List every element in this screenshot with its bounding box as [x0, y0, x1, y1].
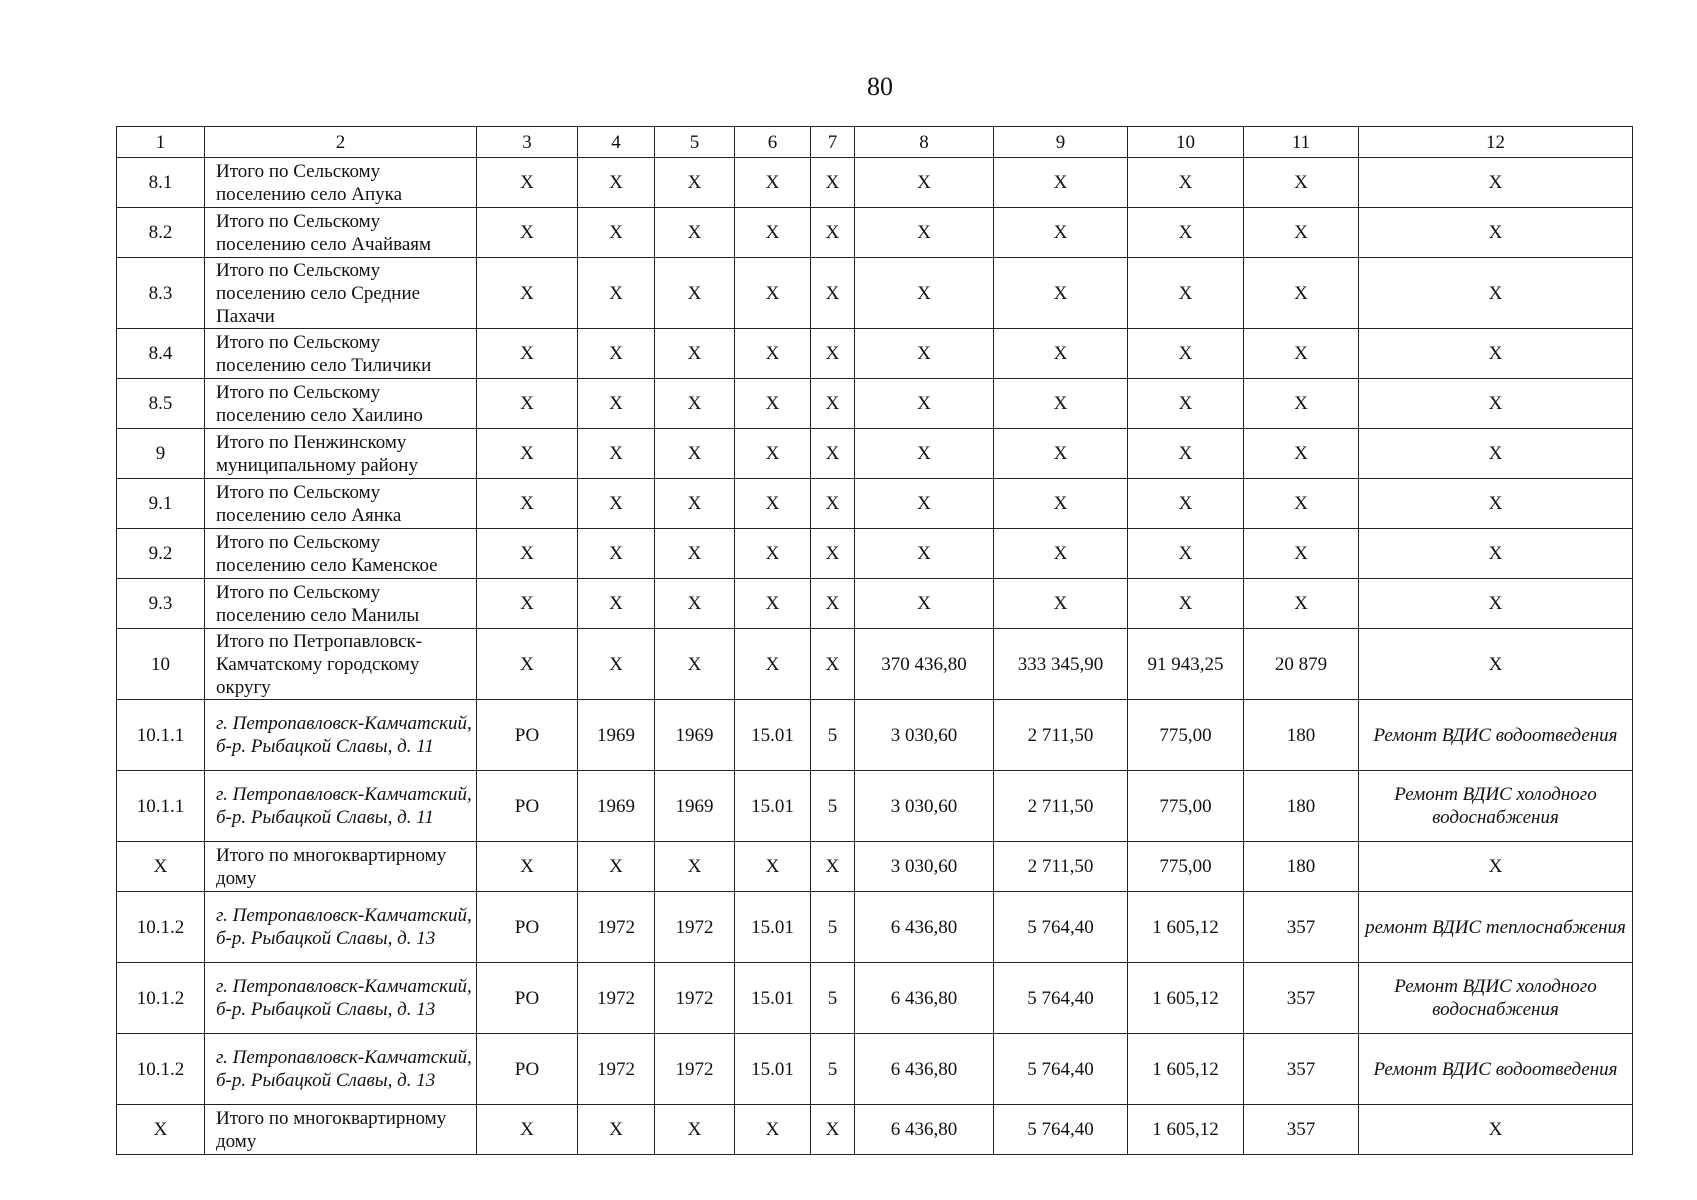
table-cell: X: [655, 1105, 735, 1155]
header-row: [117, 127, 1633, 158]
table-cell: X: [477, 479, 578, 529]
table-cell: X: [994, 258, 1128, 329]
table-cell: X: [1359, 379, 1633, 429]
table-cell: X: [655, 479, 735, 529]
data-table: [116, 126, 1633, 1155]
table-cell: X: [1359, 429, 1633, 479]
table-cell: X: [1359, 158, 1633, 208]
row-number-cell: 10: [117, 629, 205, 700]
table-cell: 1 605,12: [1128, 1034, 1244, 1105]
table-cell: РО: [477, 1034, 578, 1105]
table-row: [117, 429, 1633, 479]
table-cell: X: [1359, 258, 1633, 329]
column-header: 12: [1359, 127, 1633, 158]
table-cell: X: [477, 842, 578, 892]
table-cell: X: [578, 429, 655, 479]
table-cell: X: [735, 258, 811, 329]
row-name-cell: Итого по многоквартирному дому: [205, 1105, 477, 1155]
table-row: [117, 258, 1633, 329]
table-cell: X: [655, 529, 735, 579]
table-cell: X: [994, 479, 1128, 529]
row-name-cell: г. Петропавловск-Камчатский, б-р. Рыбацкой Славы, д. 13: [205, 963, 477, 1034]
table-cell: X: [1244, 158, 1359, 208]
table-cell: X: [578, 329, 655, 379]
table-cell: 15.01: [735, 1034, 811, 1105]
table-cell: X: [578, 379, 655, 429]
table-cell: X: [855, 379, 994, 429]
table-cell: X: [855, 208, 994, 258]
table-cell: X: [655, 379, 735, 429]
table-cell: X: [1244, 329, 1359, 379]
table-cell: X: [994, 329, 1128, 379]
table-cell: 1 605,12: [1128, 1105, 1244, 1155]
table-cell: 333 345,90: [994, 629, 1128, 700]
table-cell: 1972: [578, 892, 655, 963]
row-name-cell: Итого по Петропавловск-Камчатскому городскому округу: [205, 629, 477, 700]
table-cell: 370 436,80: [855, 629, 994, 700]
table-cell: 5: [811, 963, 855, 1034]
table-cell: 1972: [655, 892, 735, 963]
table-row: [117, 892, 1633, 963]
table-cell: X: [1128, 158, 1244, 208]
column-header: 10: [1128, 127, 1244, 158]
table-cell: X: [1244, 529, 1359, 579]
table-cell: X: [811, 842, 855, 892]
table-cell: X: [477, 379, 578, 429]
table-cell: 6 436,80: [855, 892, 994, 963]
table-cell: 5: [811, 771, 855, 842]
row-number-cell: X: [117, 842, 205, 892]
table-row: [117, 208, 1633, 258]
table-cell: X: [578, 208, 655, 258]
table-cell: 1969: [655, 771, 735, 842]
table-cell: X: [655, 329, 735, 379]
table-cell: X: [735, 629, 811, 700]
table-cell: Ремонт ВДИС холодного водоснабжения: [1359, 771, 1633, 842]
table-cell: X: [811, 329, 855, 379]
table-cell: 5 764,40: [994, 963, 1128, 1034]
table-row: [117, 771, 1633, 842]
table-row: [117, 700, 1633, 771]
table-row: [117, 1105, 1633, 1155]
table-cell: 6 436,80: [855, 963, 994, 1034]
table-cell: X: [735, 329, 811, 379]
table-cell: 2 711,50: [994, 771, 1128, 842]
table-cell: X: [578, 529, 655, 579]
table-cell: 357: [1244, 892, 1359, 963]
row-number-cell: 9.1: [117, 479, 205, 529]
table-cell: X: [994, 529, 1128, 579]
table-cell: X: [735, 579, 811, 629]
column-header: 5: [655, 127, 735, 158]
row-number-cell: 8.1: [117, 158, 205, 208]
table-cell: X: [1128, 258, 1244, 329]
row-number-cell: 8.4: [117, 329, 205, 379]
table-cell: 775,00: [1128, 700, 1244, 771]
column-header: 9: [994, 127, 1128, 158]
table-cell: X: [655, 579, 735, 629]
table-cell: X: [578, 479, 655, 529]
table-cell: X: [811, 208, 855, 258]
row-name-cell: Итого по Сельскому поселению село Апука: [205, 158, 477, 208]
table-cell: 6 436,80: [855, 1105, 994, 1155]
row-name-cell: Итого по Сельскому поселению село Средние Пахачи: [205, 258, 477, 329]
table-cell: 180: [1244, 771, 1359, 842]
table-cell: X: [1359, 479, 1633, 529]
table-cell: 3 030,60: [855, 842, 994, 892]
table-cell: 20 879: [1244, 629, 1359, 700]
table-row: [117, 329, 1633, 379]
table-cell: X: [477, 208, 578, 258]
row-name-cell: Итого по многоквартирному дому: [205, 842, 477, 892]
row-name-cell: Итого по Сельскому поселению село Ачайваям: [205, 208, 477, 258]
table-cell: 1972: [655, 1034, 735, 1105]
table-row: [117, 529, 1633, 579]
table-cell: X: [811, 429, 855, 479]
table-cell: X: [655, 208, 735, 258]
table-cell: X: [855, 479, 994, 529]
table-cell: X: [1244, 429, 1359, 479]
table-cell: X: [655, 629, 735, 700]
row-name-cell: Итого по Сельскому поселению село Хаилино: [205, 379, 477, 429]
table-cell: X: [735, 379, 811, 429]
table-cell: X: [1244, 208, 1359, 258]
table-cell: X: [477, 329, 578, 379]
table-cell: X: [578, 258, 655, 329]
table-cell: X: [855, 329, 994, 379]
table-cell: X: [1359, 329, 1633, 379]
table-cell: X: [994, 208, 1128, 258]
table-cell: X: [1359, 1105, 1633, 1155]
table-cell: 1972: [578, 963, 655, 1034]
table-cell: X: [855, 529, 994, 579]
table-cell: X: [1128, 429, 1244, 479]
table-cell: X: [994, 158, 1128, 208]
table-cell: X: [735, 429, 811, 479]
table-cell: X: [477, 579, 578, 629]
row-name-cell: г. Петропавловск-Камчатский, б-р. Рыбацкой Славы, д. 11: [205, 700, 477, 771]
table-cell: X: [655, 842, 735, 892]
table-cell: 6 436,80: [855, 1034, 994, 1105]
table-cell: X: [855, 158, 994, 208]
table-cell: X: [811, 479, 855, 529]
table-cell: X: [655, 429, 735, 479]
column-header: 1: [117, 127, 205, 158]
table-cell: 1969: [578, 771, 655, 842]
column-header: 11: [1244, 127, 1359, 158]
table-cell: X: [994, 379, 1128, 429]
table-cell: X: [477, 529, 578, 579]
row-number-cell: 9.3: [117, 579, 205, 629]
row-number-cell: 10.1.2: [117, 963, 205, 1034]
column-header: 8: [855, 127, 994, 158]
table-cell: X: [1359, 579, 1633, 629]
table-cell: 3 030,60: [855, 700, 994, 771]
table-cell: Ремонт ВДИС холодного водоснабжения: [1359, 963, 1633, 1034]
table-cell: X: [855, 258, 994, 329]
row-name-cell: г. Петропавловск-Камчатский, б-р. Рыбацкой Славы, д. 13: [205, 892, 477, 963]
table-cell: 5: [811, 892, 855, 963]
table-cell: 3 030,60: [855, 771, 994, 842]
table-cell: 180: [1244, 842, 1359, 892]
table-cell: X: [811, 629, 855, 700]
row-number-cell: 10.1.2: [117, 892, 205, 963]
table-cell: X: [1359, 842, 1633, 892]
page-number: 80: [867, 72, 893, 101]
table-cell: X: [1128, 579, 1244, 629]
table-row: [117, 379, 1633, 429]
table-body: [117, 127, 1633, 1155]
table-cell: X: [811, 379, 855, 429]
table-cell: X: [477, 158, 578, 208]
table-cell: X: [735, 842, 811, 892]
table-cell: Ремонт ВДИС водоотведения: [1359, 1034, 1633, 1105]
row-name-cell: Итого по Пенжинскому муниципальному району: [205, 429, 477, 479]
table-cell: Ремонт ВДИС водоотведения: [1359, 700, 1633, 771]
table-cell: X: [578, 629, 655, 700]
row-name-cell: Итого по Сельскому поселению село Аянка: [205, 479, 477, 529]
row-number-cell: 8.2: [117, 208, 205, 258]
table-row: [117, 579, 1633, 629]
table-cell: X: [578, 1105, 655, 1155]
row-number-cell: 9.2: [117, 529, 205, 579]
table-cell: X: [811, 1105, 855, 1155]
table-cell: РО: [477, 700, 578, 771]
column-header: 2: [205, 127, 477, 158]
table-cell: X: [1359, 529, 1633, 579]
table-cell: X: [735, 1105, 811, 1155]
table-cell: 357: [1244, 1105, 1359, 1155]
row-number-cell: X: [117, 1105, 205, 1155]
table-cell: 5: [811, 700, 855, 771]
table-cell: X: [477, 429, 578, 479]
row-name-cell: Итого по Сельскому поселению село Тиличики: [205, 329, 477, 379]
table-cell: X: [811, 579, 855, 629]
table-cell: X: [1128, 379, 1244, 429]
table-cell: 1 605,12: [1128, 963, 1244, 1034]
table-cell: X: [578, 158, 655, 208]
row-name-cell: Итого по Сельскому поселению село Каменское: [205, 529, 477, 579]
row-number-cell: 9: [117, 429, 205, 479]
table-cell: 180: [1244, 700, 1359, 771]
table-cell: X: [477, 258, 578, 329]
table-cell: РО: [477, 892, 578, 963]
table-cell: X: [1128, 479, 1244, 529]
row-number-cell: 10.1.1: [117, 771, 205, 842]
table-cell: 5 764,40: [994, 1105, 1128, 1155]
table-cell: X: [1128, 529, 1244, 579]
table-cell: 5 764,40: [994, 892, 1128, 963]
row-number-cell: 10.1.2: [117, 1034, 205, 1105]
table-cell: X: [1128, 329, 1244, 379]
table-cell: X: [811, 529, 855, 579]
table-cell: 15.01: [735, 892, 811, 963]
table-cell: X: [855, 429, 994, 479]
table-cell: 775,00: [1128, 771, 1244, 842]
table-cell: 357: [1244, 963, 1359, 1034]
table-cell: РО: [477, 771, 578, 842]
table-cell: 775,00: [1128, 842, 1244, 892]
table-cell: 5 764,40: [994, 1034, 1128, 1105]
table-row: [117, 629, 1633, 700]
table-cell: X: [735, 208, 811, 258]
table-cell: X: [855, 579, 994, 629]
table-cell: X: [1244, 579, 1359, 629]
column-header: 4: [578, 127, 655, 158]
table-row: [117, 842, 1633, 892]
table-cell: X: [811, 258, 855, 329]
table-cell: X: [1244, 379, 1359, 429]
table-cell: X: [1359, 629, 1633, 700]
row-name-cell: г. Петропавловск-Камчатский, б-р. Рыбацкой Славы, д. 13: [205, 1034, 477, 1105]
table-cell: X: [994, 429, 1128, 479]
table-cell: 5: [811, 1034, 855, 1105]
row-name-cell: г. Петропавловск-Камчатский, б-р. Рыбацкой Славы, д. 11: [205, 771, 477, 842]
table-cell: X: [477, 629, 578, 700]
row-number-cell: 8.5: [117, 379, 205, 429]
table-cell: X: [1244, 479, 1359, 529]
table-cell: X: [578, 579, 655, 629]
table-cell: 15.01: [735, 963, 811, 1034]
table-cell: X: [1359, 208, 1633, 258]
column-header: 6: [735, 127, 811, 158]
table-cell: 2 711,50: [994, 842, 1128, 892]
table-cell: X: [655, 158, 735, 208]
table-cell: 1972: [655, 963, 735, 1034]
table-row: [117, 1034, 1633, 1105]
table-cell: X: [735, 158, 811, 208]
table-cell: 15.01: [735, 700, 811, 771]
row-number-cell: 8.3: [117, 258, 205, 329]
table-cell: 91 943,25: [1128, 629, 1244, 700]
table-cell: X: [735, 479, 811, 529]
table-cell: РО: [477, 963, 578, 1034]
table-row: [117, 963, 1633, 1034]
column-header: 3: [477, 127, 578, 158]
row-number-cell: 10.1.1: [117, 700, 205, 771]
table-row: [117, 158, 1633, 208]
table-cell: 2 711,50: [994, 700, 1128, 771]
table-cell: X: [811, 158, 855, 208]
table-cell: X: [735, 529, 811, 579]
table-cell: 1972: [578, 1034, 655, 1105]
table-cell: X: [477, 1105, 578, 1155]
table-row: [117, 479, 1633, 529]
table-cell: 15.01: [735, 771, 811, 842]
table-cell: 1969: [655, 700, 735, 771]
table-cell: X: [994, 579, 1128, 629]
table-cell: X: [578, 842, 655, 892]
table-cell: 1969: [578, 700, 655, 771]
table-cell: X: [1244, 258, 1359, 329]
table-cell: X: [655, 258, 735, 329]
table-cell: X: [1128, 208, 1244, 258]
row-name-cell: Итого по Сельскому поселению село Манилы: [205, 579, 477, 629]
column-header: 7: [811, 127, 855, 158]
table-cell: ремонт ВДИС теплоснабжения: [1359, 892, 1633, 963]
table-cell: 357: [1244, 1034, 1359, 1105]
table-cell: 1 605,12: [1128, 892, 1244, 963]
